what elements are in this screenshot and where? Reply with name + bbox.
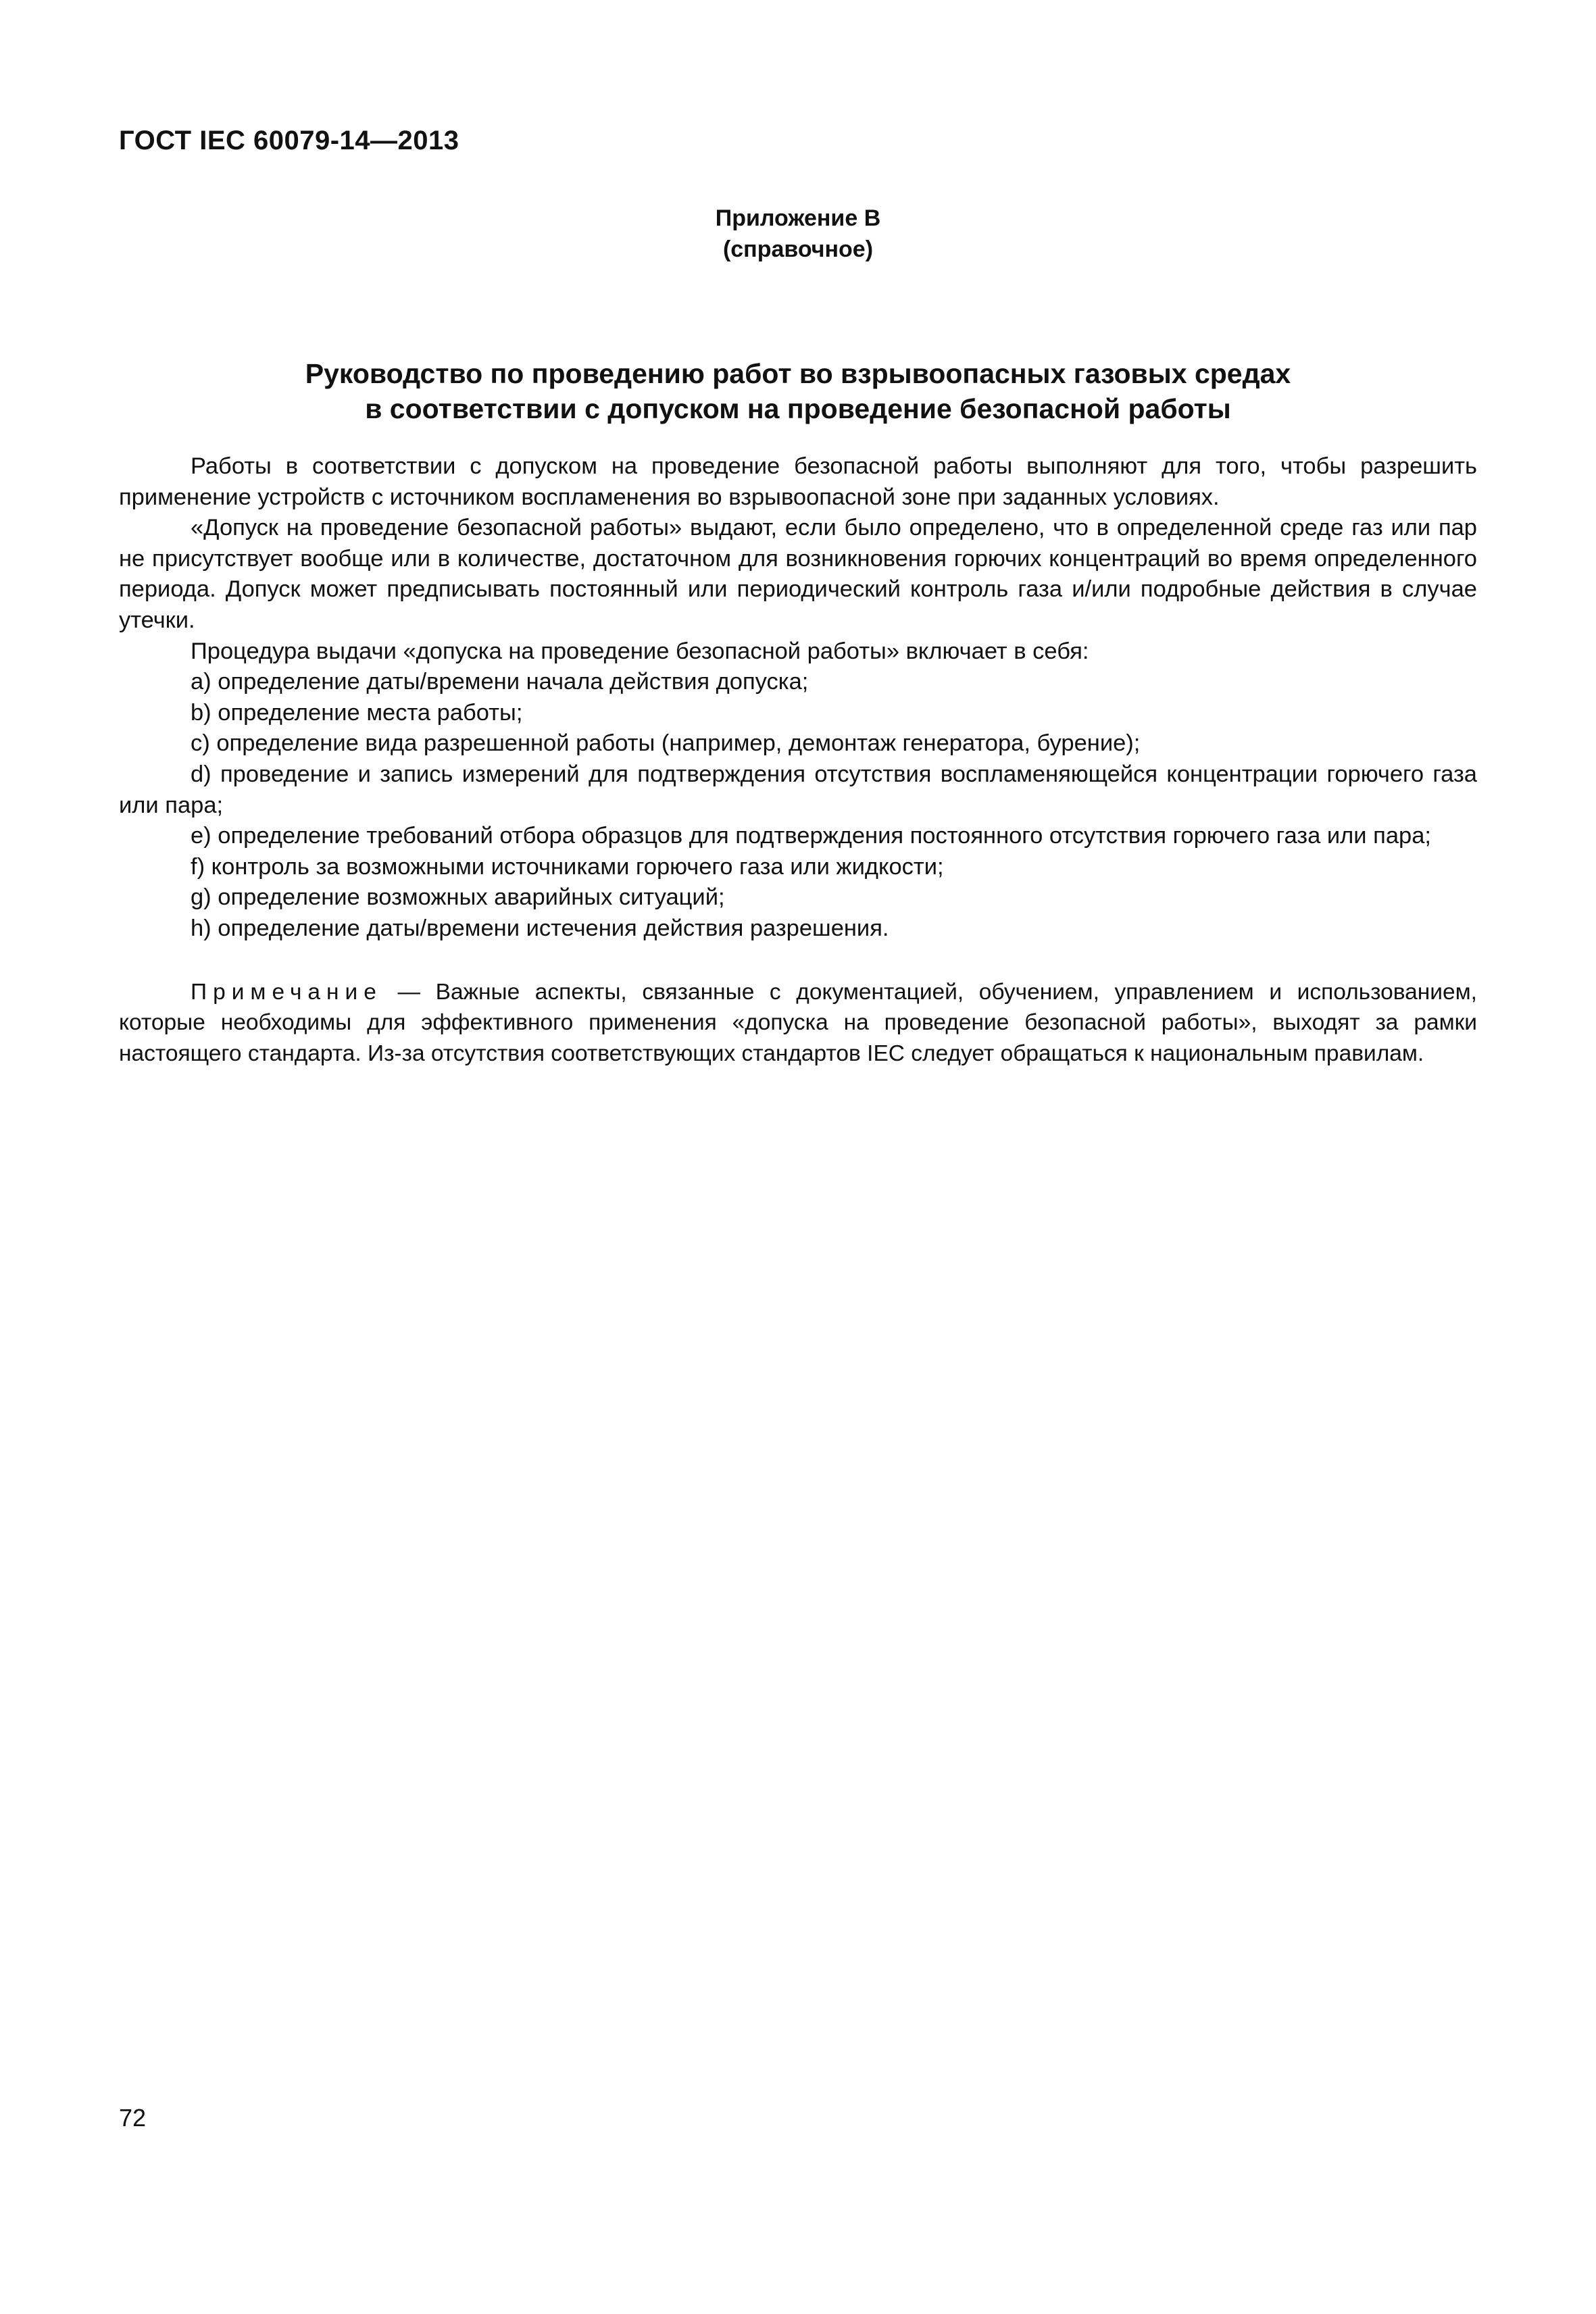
annex-title-line-2: в соответствии с допуском на проведение безопасной работы bbox=[365, 393, 1231, 424]
body-paragraph: «Допуск на проведение безопасной работы» выдают, если было определено, что в определенной среде газ или пар не присутствует вообще или в количестве, достаточном для возникновения горючих концентраций во время определенного периода. Допуск может предписывать постоянный или периодический контроль газа и/или подробные действия в случае утечки. bbox=[119, 515, 1477, 633]
list-item: f) контроль за возможными источниками горючего газа или жидкости; bbox=[191, 853, 944, 880]
list-item: a) определение даты/времени начала действия допуска; bbox=[191, 669, 809, 695]
list-item: e) определение требований отбора образцов для подтверждения постоянного отсутствия горючего газа или пара; bbox=[191, 823, 1431, 849]
annex-label: Приложение В bbox=[715, 205, 881, 231]
note-dash: — bbox=[382, 979, 436, 1005]
standard-header: ГОСТ IEC 60079-14—2013 bbox=[119, 126, 459, 155]
list-item: g) определение возможных аварийных ситуаций; bbox=[191, 884, 725, 911]
annex-title-line-1: Руководство по проведению работ во взрывоопасных газовых средах bbox=[305, 358, 1291, 389]
body-paragraph: Работы в соответствии с допуском на проведение безопасной работы выполняют для того, чтобы разрешить применение устройств с источником воспламенения во взрывоопасной зоне при заданных условиях. bbox=[119, 453, 1477, 510]
list-item: h) определение даты/времени истечения действия разрешения. bbox=[191, 915, 889, 941]
annex-heading bbox=[0, 203, 1596, 265]
note-text: Важные аспекты, связанные с документацией, обучением, управлением и использованием, которые необходимы для эффективного применения «допуска на проведение безопасной работы», выходят за рамки настоящего стандарта. Из-за отсутствия соответствующих стандартов IEC следует обращаться к национальным правилам. bbox=[119, 979, 1477, 1066]
note bbox=[119, 977, 1477, 1070]
body-paragraph: Процедура выдачи «допуска на проведение безопасной работы» включает в себя: bbox=[191, 638, 1089, 664]
list-item: b) определение места работы; bbox=[191, 699, 523, 726]
note-label: Примечание bbox=[191, 979, 382, 1005]
annex-type: (справочное) bbox=[722, 236, 874, 262]
list-item: c) определение вида разрешенной работы (например, демонтаж генератора, бурение); bbox=[191, 730, 1141, 757]
list-item: d) проведение и запись измерений для подтверждения отсутствия воспламеняющейся концентрации горючего газа или пара; bbox=[119, 761, 1477, 818]
annex-title bbox=[203, 356, 1393, 426]
page-number: 72 bbox=[119, 2104, 147, 2132]
body-text bbox=[119, 451, 1477, 1092]
